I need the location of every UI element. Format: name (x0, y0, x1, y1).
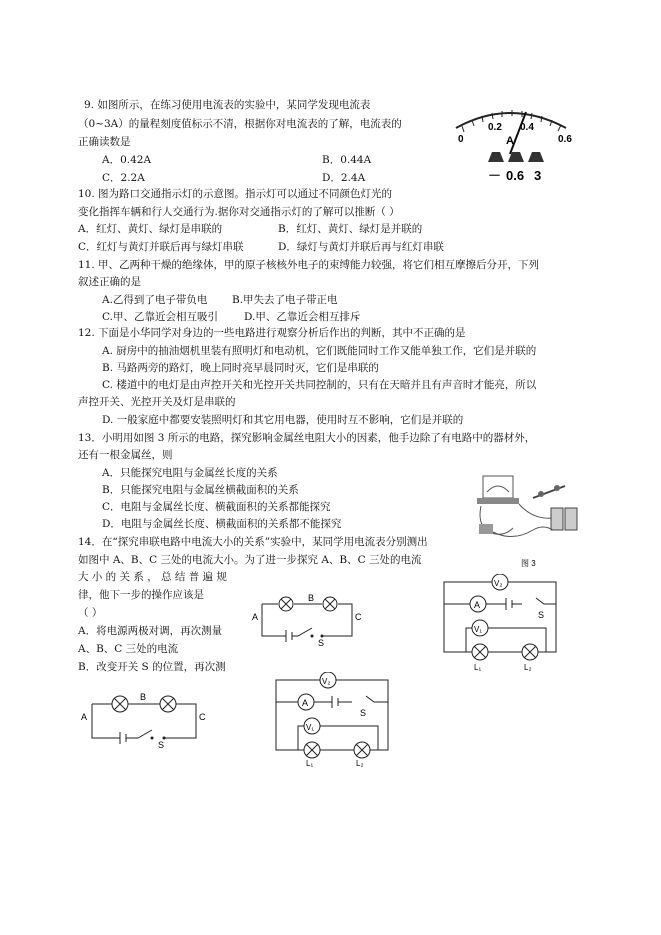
q10-option-d: D．绿灯与黄灯并联后再与红灯串联 (278, 241, 444, 253)
q9-line-1: 9. 如图所示，在练习使用电流表的实验中，某同学发现电流表 (84, 99, 371, 111)
switch-s-label: S (538, 610, 545, 620)
voltmeter-v2-label: V₂ (322, 677, 331, 686)
q9-line-3: 正确读数是 (78, 136, 131, 148)
circuit2-label-s: S (158, 740, 165, 750)
q11-option-b: B.甲失去了电子带正电 (232, 294, 338, 306)
meter-circuit-figure-2 (268, 672, 398, 768)
meter-scale-0.2: 0.2 (488, 122, 502, 133)
q13-option-d: D．电阻与金属丝长度、横截面积的关系都不能探究 (102, 518, 342, 530)
q9-option-a: A．0.42A (102, 154, 152, 166)
circuit2-label-a: A (81, 712, 88, 722)
q9-option-d: D．2.4A (322, 172, 366, 184)
voltmeter-v2-label: V₂ (494, 579, 503, 588)
q9-line-2: （0~3A）的量程刻度值标示不清，根据你对电流表的了解，电流表的 (78, 118, 402, 130)
circuit2-label-b: B (140, 692, 147, 702)
terminal-0.6: 0.6 (506, 168, 525, 183)
q14-option-a-2: A、B、C 三处的电流 (78, 643, 179, 655)
q14-line-2: 如图中 A、B、C 三处的电流大小。为了进一步探究 A、B、C 三处的电流 (78, 554, 422, 566)
q12-option-c-2: 声控开关、光控开关及灯是串联的 (78, 396, 236, 408)
q12-line-1: 12. 下面是小华同学对身边的一些电路进行观察分析后作出的判断，其中不正确的是 (78, 327, 466, 339)
q12-option-c-1: C. 楼道中的电灯是由声控开关和光控开关共同控制的，只有在天暗并且有声音时才能亮，所以 (102, 379, 537, 391)
q14-option-a-1: A．将电源两极对调，再次测量 (78, 625, 223, 637)
lamp-l2-label: L₂ (524, 663, 532, 672)
lamp-l2-label: L₂ (356, 759, 364, 768)
q13-line-1: 13．小明用如图 3 所示的电路，探究影响金属丝电阻大小的因素，他手边除了有电路中的器材外， (78, 432, 536, 444)
q10-option-c: C．红灯与黄灯并联后再与绿灯串联 (78, 241, 244, 253)
q12-option-b: B. 马路两旁的路灯，晚上同时亮早晨同时灭，它们是串联的 (102, 362, 379, 374)
q14-line-3: 大 小 的 关 系 ， 总 结 普 遍 规 (78, 571, 227, 583)
ammeter-figure (448, 96, 578, 191)
circuit1-label-a: A (252, 612, 259, 622)
switch-s-label: S (360, 708, 367, 718)
meter-scale-0: 0 (458, 134, 464, 145)
meter-scale-0.6: 0.6 (558, 134, 572, 145)
meter-circuit-figure-1 (436, 574, 564, 672)
lamp-l1-label: L₁ (474, 663, 482, 672)
q13-line-2: 还有一根金属丝，则 (78, 449, 173, 461)
q9-option-c: C．2.2A (102, 172, 145, 184)
q13-option-a: A．只能探究电阻与金属丝长度的关系 (102, 467, 278, 479)
q11-option-d: D.甲、乙靠近会相互排斥 (244, 311, 361, 323)
q14-option-b: B．改变开关 S 的位置，再次测 (78, 661, 226, 673)
series-circuit-figure-2 (80, 690, 210, 750)
terminal-3: 3 (534, 168, 542, 183)
q14-line-5: （ ） (78, 607, 103, 619)
q10-line-2: 变化指挥车辆和行人交通行为.据你对交通指示灯的了解可以推断（ ） (78, 206, 400, 218)
q13-option-c: C．电阻与金属丝长度、横截面积的关系都能探究 (102, 501, 331, 513)
q14-line-4: 律，他下一步的操作应该是 (78, 589, 204, 601)
ammeter-label: A (474, 600, 481, 610)
voltmeter-v1-label: V₁ (474, 625, 483, 634)
q12-option-d: D. 一般家庭中都要安装照明灯和其它用电器，使用时互不影响，它们是并联的 (102, 414, 464, 426)
q11-line-2: 叙述正确的是 (78, 276, 141, 288)
q9-option-b: B．0.44A (322, 154, 372, 166)
figure-3-apparatus (473, 470, 588, 570)
circuit1-label-b: B (308, 593, 315, 603)
circuit1-label-s: S (318, 638, 325, 648)
circuit2-label-c: C (199, 712, 206, 722)
meter-scale-0.4: 0.4 (520, 122, 534, 133)
voltmeter-v1-label: V₁ (306, 723, 315, 732)
q10-option-b: B．红灯、黄灯、绿灯是并联的 (278, 223, 423, 235)
q13-option-b: B．只能探究电阻与金属丝横截面积的关系 (102, 484, 299, 496)
q10-option-a: A．红灯、黄灯、绿灯是串联的 (78, 223, 223, 235)
q11-option-c: C.甲、乙靠近会相互吸引 (102, 311, 218, 323)
q12-option-a: A. 厨房中的抽油烟机里装有照明灯和电动机，它们既能同时工作又能单独工作，它们是并联的 (102, 345, 537, 357)
lamp-l1-label: L₁ (306, 759, 314, 768)
ammeter-label: A (302, 698, 309, 708)
q14-line-1: 14．在“探究串联电路中电流大小的关系”实验中，某同学用电流表分别测出 (78, 536, 428, 548)
q11-line-1: 11. 甲、乙两种干燥的绝缘体，甲的原子核核外电子的束缚能力较强，将它们相互摩擦后分开，下列 (78, 259, 540, 271)
terminal-negative: － (488, 168, 502, 183)
q11-option-a: A.乙得到了电子带负电 (102, 294, 208, 306)
q10-line-1: 10. 图为路口交通指示灯的示意图。指示灯可以通过不同颜色灯光的 (78, 188, 393, 200)
meter-unit: A (506, 135, 514, 147)
circuit1-label-c: C (355, 612, 362, 622)
series-circuit-figure-1 (252, 592, 362, 648)
figure-3-label: 图 3 (521, 559, 536, 568)
